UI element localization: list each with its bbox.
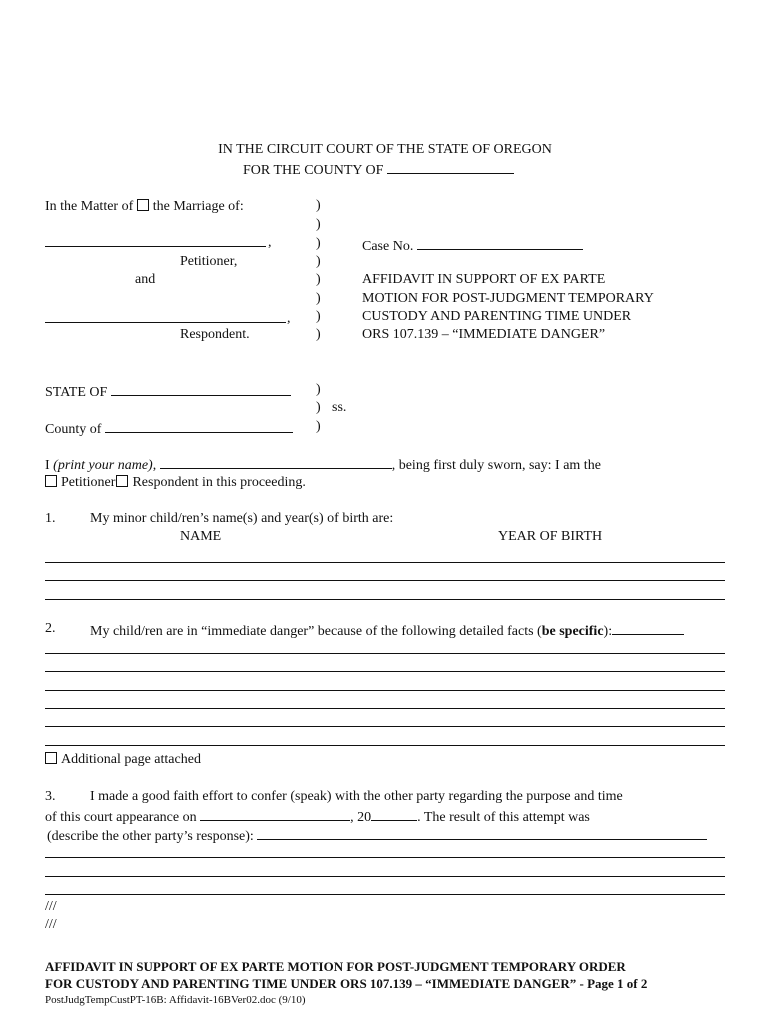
state-of-label: STATE OF xyxy=(45,385,108,400)
response-line[interactable] xyxy=(45,876,725,877)
respondent-label: Respondent. xyxy=(180,327,250,342)
caption-paren: ) xyxy=(316,198,321,213)
venue-paren: ) xyxy=(316,419,321,434)
petitioner-name-blank[interactable] xyxy=(45,246,266,247)
item-3-line-1: I made a good faith effort to confer (speak) with the other party regarding the purpose and time xyxy=(90,789,623,804)
item-2-number: 2. xyxy=(45,621,56,636)
ss-label: ss. xyxy=(332,400,347,415)
item-2-text-before: My child/ren are in “immediate danger” because of the following detailed facts ( xyxy=(90,624,542,639)
additional-page-checkbox[interactable] xyxy=(45,752,57,764)
party-role-row xyxy=(45,475,306,490)
petitioner-option: Petitioner xyxy=(61,475,116,490)
children-line[interactable] xyxy=(45,580,725,581)
footer-title-line-1: AFFIDAVIT IN SUPPORT OF EX PARTE MOTION FOR POST-JUDGMENT TEMPORARY ORDER xyxy=(45,959,626,974)
respondent-option: Respondent in this proceeding. xyxy=(132,475,306,490)
oath-line: I (print your name), , being first duly sworn, say: I am the xyxy=(45,458,601,473)
item-3-number: 3. xyxy=(45,789,56,804)
children-line[interactable] xyxy=(45,562,725,563)
facts-line[interactable] xyxy=(45,690,725,691)
case-number-blank[interactable] xyxy=(417,237,583,250)
facts-inline-blank[interactable] xyxy=(612,622,684,635)
venue-county-blank[interactable] xyxy=(105,420,293,433)
case-no-label: Case No. xyxy=(362,239,414,254)
facts-line[interactable] xyxy=(45,708,725,709)
children-line[interactable] xyxy=(45,599,725,600)
state-blank[interactable] xyxy=(111,383,291,396)
caption-paren: ) xyxy=(316,291,321,306)
petitioner-label: Petitioner, xyxy=(180,254,238,269)
item-2-text-after: ): xyxy=(603,624,613,639)
case-title-line: MOTION FOR POST-JUDGMENT TEMPORARY xyxy=(362,291,654,306)
item-1-text: My minor child/ren’s name(s) and year(s) of birth are: xyxy=(90,511,394,526)
facts-line[interactable] xyxy=(45,745,725,746)
respondent-comma: , xyxy=(287,311,291,326)
facts-line[interactable] xyxy=(45,726,725,727)
i-label: I xyxy=(45,458,50,473)
facts-line[interactable] xyxy=(45,653,725,654)
footer-title-line-2: FOR CUSTODY AND PARENTING TIME UNDER ORS 107.139 – “IMMEDIATE DANGER” - Page 1 of 2 xyxy=(45,976,648,991)
court-heading xyxy=(0,143,770,157)
item-1-number: 1. xyxy=(45,511,56,526)
item-3-line-3 xyxy=(47,827,707,844)
footer-file-ref: PostJudgTempCustPT-16B: Affidavit-16BVer02.doc (9/10) xyxy=(45,994,306,1006)
county-of-row xyxy=(45,420,293,437)
response-label: (describe the other party’s response): xyxy=(47,829,254,844)
appearance-date-blank[interactable] xyxy=(200,808,350,821)
county-line-label: FOR THE COUNTY OF xyxy=(243,163,384,178)
county-blank[interactable] xyxy=(387,161,514,174)
county-heading xyxy=(243,161,514,178)
print-name-label: (print your name) xyxy=(53,458,153,473)
response-inline-blank[interactable] xyxy=(257,827,707,840)
appearance-label: of this court appearance on xyxy=(45,810,197,825)
result-label: . The result of this attempt was xyxy=(417,810,590,825)
continuation-mark: /// xyxy=(45,899,57,914)
additional-page-row xyxy=(45,752,201,767)
venue-paren: ) xyxy=(316,400,321,415)
caption-paren: ) xyxy=(316,309,321,324)
item-3-line-2 xyxy=(45,808,590,825)
caption-paren: ) xyxy=(316,236,321,251)
case-title-line: ORS 107.139 – “IMMEDIATE DANGER” xyxy=(362,327,606,342)
caption-paren: ) xyxy=(316,327,321,342)
petitioner-comma: , xyxy=(268,235,272,250)
item-2-text xyxy=(90,622,684,639)
facts-line[interactable] xyxy=(45,671,725,672)
sworn-text: , being first duly sworn, say: I am the xyxy=(391,458,601,473)
caption-paren: ) xyxy=(316,254,321,269)
case-number-row xyxy=(362,237,583,254)
additional-page-label: Additional page attached xyxy=(61,752,201,767)
respondent-checkbox[interactable] xyxy=(116,475,128,487)
affiant-name-blank[interactable] xyxy=(160,456,392,469)
year-column-header: YEAR OF BIRTH xyxy=(498,529,603,544)
respondent-name-blank[interactable] xyxy=(45,322,286,323)
county-of-label: County of xyxy=(45,422,102,437)
caption-paren: ) xyxy=(316,217,321,232)
marriage-checkbox[interactable] xyxy=(137,199,149,211)
matter-prefix: In the Matter of xyxy=(45,199,134,214)
be-specific-text: be specific xyxy=(541,624,604,639)
year-prefix: , 20 xyxy=(350,810,372,825)
matter-suffix: the Marriage of: xyxy=(152,199,244,214)
venue-paren: ) xyxy=(316,382,321,397)
state-of-row xyxy=(45,383,291,400)
caption-paren: ) xyxy=(316,272,321,287)
case-title-line: CUSTODY AND PARENTING TIME UNDER xyxy=(362,309,632,324)
case-title-line: AFFIDAVIT IN SUPPORT OF EX PARTE xyxy=(362,272,606,287)
and-label: and xyxy=(135,272,156,287)
matter-line xyxy=(45,199,244,214)
name-column-header: NAME xyxy=(180,529,222,544)
court-line: IN THE CIRCUIT COURT OF THE STATE OF OREGON xyxy=(218,142,552,157)
response-line[interactable] xyxy=(45,894,725,895)
continuation-mark: /// xyxy=(45,917,57,932)
year-blank[interactable] xyxy=(371,808,417,821)
response-line[interactable] xyxy=(45,857,725,858)
petitioner-checkbox[interactable] xyxy=(45,475,57,487)
